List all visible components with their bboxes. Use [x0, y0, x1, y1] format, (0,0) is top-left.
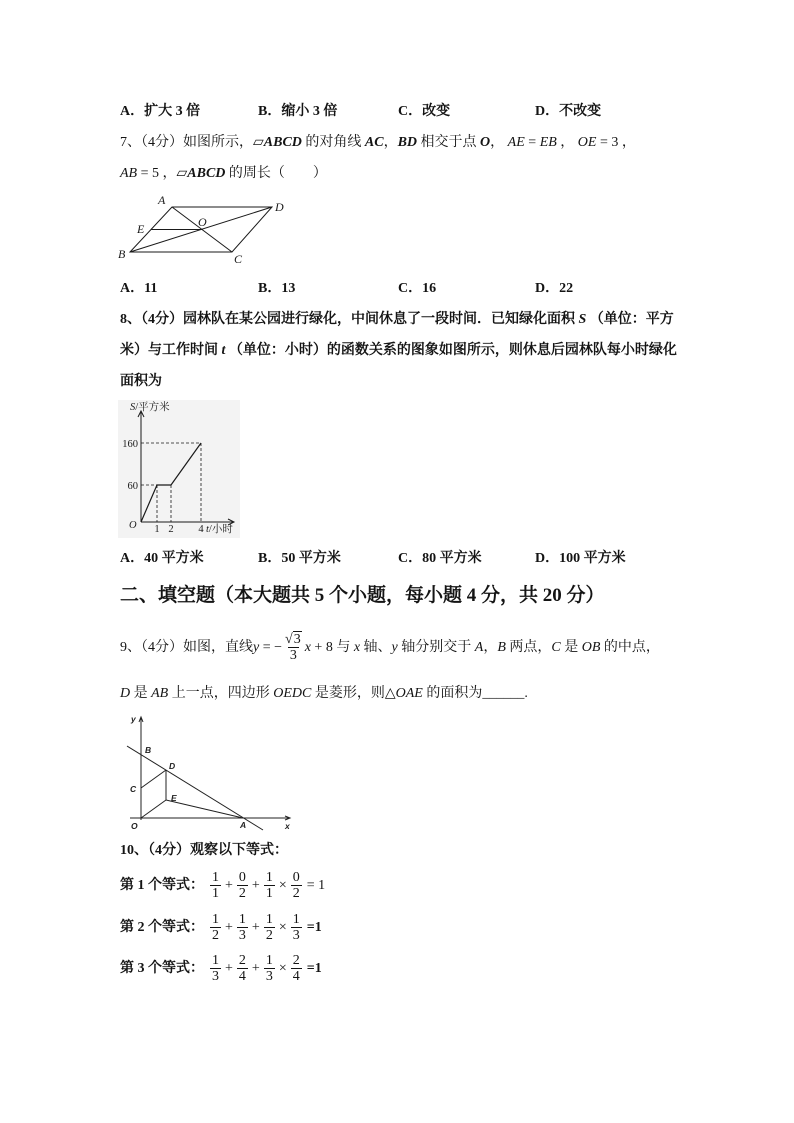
fraction-sqrt3-over-3	[284, 632, 303, 663]
denominator: 4	[238, 969, 246, 985]
denominator: 3	[238, 928, 246, 944]
numerator: 1	[238, 912, 246, 928]
q10-title: 10、（4分）观察以下等式：	[120, 843, 288, 858]
fraction-numerator	[284, 632, 303, 647]
q9-text: 轴分别交于	[397, 640, 475, 655]
q7-option-c[interactable]: C．16	[398, 281, 437, 296]
y-axis-unit: /平方米	[135, 402, 170, 413]
math-s: S	[578, 312, 587, 327]
segment-eo	[141, 800, 166, 818]
q8-text: 8、（4分）园林队在某公园进行绿化，中间休息了一段时间．已知绿化面积	[120, 312, 579, 327]
label-d: D	[275, 200, 284, 214]
equation-1	[120, 868, 325, 904]
q8-graph-figure	[116, 398, 246, 540]
operator: +	[225, 878, 233, 893]
x-tick-2: 2	[168, 524, 174, 535]
q8-text: （单位：平方	[586, 312, 674, 327]
math-eb: EB	[539, 135, 557, 150]
math-y: y	[391, 640, 398, 655]
q7-text: ，	[490, 135, 508, 150]
operator: +	[225, 920, 233, 935]
q9-text: 上一点，四边形	[168, 686, 274, 701]
q9-text: 两点，	[505, 640, 552, 655]
q7-text: 的周长（ ）	[225, 166, 327, 181]
equation-3	[120, 951, 322, 987]
q7-line-2	[120, 164, 327, 184]
q7-option-b[interactable]: B．13	[258, 281, 296, 296]
q6-option-d[interactable]: D．不改变	[535, 104, 602, 119]
math-equals: = −	[259, 640, 283, 655]
numerator: 1	[212, 953, 219, 969]
numerator: 1	[265, 870, 273, 886]
q7-line-1	[120, 133, 636, 153]
math-abcd: ABCD	[263, 135, 302, 150]
q9-rhombus-figure	[118, 712, 296, 838]
math-b: B	[497, 640, 506, 655]
math-ab: AB	[151, 686, 169, 701]
q7-text: ，	[556, 135, 578, 150]
q7-option-d[interactable]: D．22	[535, 281, 574, 296]
denominator: 3	[292, 928, 300, 944]
math-t: t	[221, 343, 226, 358]
equation-label: 第 2 个等式：	[120, 920, 204, 935]
q7-text: = 5 ，	[137, 166, 177, 181]
label-b: B	[145, 745, 152, 755]
label-y: y	[131, 714, 136, 724]
radicand: 3	[293, 632, 301, 648]
q7-text: 的对角线	[301, 135, 365, 150]
math-c: C	[551, 640, 561, 655]
fraction	[291, 953, 302, 984]
fraction	[210, 912, 221, 943]
equation-label: 第 1 个等式：	[120, 878, 204, 893]
y-tick-60: 60	[127, 481, 138, 492]
fraction-denominator: 3	[289, 648, 297, 664]
label-c: C	[234, 252, 243, 266]
q7-text: ，	[383, 135, 398, 150]
parallelogram-symbol: ▱	[176, 166, 188, 181]
denominator: 3	[265, 969, 273, 985]
q8-line-3: 面积为	[120, 374, 162, 389]
q9-line-1	[120, 630, 660, 666]
label-o: O	[198, 215, 207, 229]
x-tick-1: 1	[154, 524, 160, 535]
operator: +	[225, 961, 233, 976]
label-c: C	[130, 784, 137, 794]
q8-line-1	[120, 310, 674, 330]
y-axis-label	[130, 400, 170, 413]
fraction	[237, 912, 248, 943]
fraction	[210, 953, 221, 984]
segment-cd	[141, 770, 166, 788]
fraction	[291, 912, 302, 943]
q6-option-a[interactable]: A．扩大 3 倍	[120, 104, 201, 119]
math-y: y	[253, 640, 260, 655]
q7-text: = 3 ，	[596, 135, 636, 150]
math-oe: OE	[577, 135, 597, 150]
denominator: 2	[238, 886, 246, 902]
answer-blank[interactable]: 的面积为______.	[422, 686, 528, 701]
math-oae: OAE	[395, 686, 423, 701]
numerator: 1	[212, 912, 219, 928]
operator: ×	[278, 920, 287, 935]
equation-label: 第 3 个等式：	[120, 961, 204, 976]
math-oedc: OEDC	[273, 686, 312, 701]
q6-option-b[interactable]: B．缩小 3 倍	[258, 104, 338, 119]
operator: ×	[278, 878, 287, 893]
label-o: O	[131, 821, 138, 831]
q9-text: ，	[483, 640, 498, 655]
equation-rhs: =1	[306, 961, 322, 976]
math-bd: BD	[397, 135, 418, 150]
numerator: 2	[238, 953, 246, 969]
q8-text: （单位：小时）的函数关系的图象如图所示，则休息后园林队每小时绿化	[225, 343, 677, 358]
label-e: E	[171, 793, 177, 803]
q9-text: 是	[560, 640, 582, 655]
parallelogram-symbol: ▱	[253, 135, 264, 150]
denominator: 1	[212, 886, 219, 902]
math-abcd: ABCD	[187, 166, 226, 181]
label-d: D	[169, 761, 176, 771]
math-x: x	[353, 640, 361, 655]
denominator: 2	[292, 886, 300, 902]
fraction	[210, 870, 221, 901]
q8-line-2	[120, 341, 677, 361]
label-a: A	[240, 820, 247, 830]
math-ab: AB	[120, 166, 138, 181]
equation-2	[120, 910, 322, 946]
denominator: 2	[212, 928, 219, 944]
numerator: 1	[265, 953, 273, 969]
numerator: 1	[292, 912, 300, 928]
math-d: D	[120, 686, 131, 701]
numerator: 0	[238, 870, 246, 886]
numerator: 0	[292, 870, 300, 886]
q8-option-d[interactable]: D．100 平方米	[535, 551, 626, 566]
segment-ea	[166, 800, 243, 818]
x-axis-unit: /小时	[208, 524, 233, 535]
y-axis-var: S	[130, 402, 136, 413]
math-ac: AC	[364, 135, 384, 150]
math-ae: AE	[507, 135, 525, 150]
label-a: A	[158, 193, 166, 207]
q7-text: =	[524, 135, 540, 150]
operator: +	[251, 961, 260, 976]
operator: +	[251, 920, 260, 935]
fraction	[264, 870, 275, 901]
q8-option-a[interactable]: A．40 平方米	[120, 551, 204, 566]
equation-rhs: =1	[306, 920, 322, 935]
label-b: B	[118, 247, 126, 261]
q9-text: 的中点，	[600, 640, 660, 655]
q9-text: 与	[336, 640, 354, 655]
q8-options	[0, 549, 794, 569]
fraction	[237, 870, 248, 901]
q7-parallelogram-figure	[115, 192, 300, 270]
label-e: E	[137, 222, 145, 236]
denominator: 4	[292, 969, 300, 985]
math-plus-8: + 8	[310, 640, 337, 655]
x-axis-var: t	[206, 524, 209, 535]
q8-option-b[interactable]: B．50 平方米	[258, 551, 341, 566]
numerator: 1	[265, 912, 273, 928]
q7-text: 7、（4分）如图所示，	[120, 135, 253, 150]
numerator: 1	[212, 870, 219, 886]
denominator: 1	[265, 886, 273, 902]
section-2-title: 二、填空题（本大题共 5 个小题，每小题 4 分，共 20 分）	[120, 585, 605, 606]
graph-background	[118, 400, 240, 538]
fraction	[237, 953, 248, 984]
math-ob: OB	[581, 640, 601, 655]
math-o: O	[480, 135, 491, 150]
math-x: x	[304, 640, 311, 655]
q9-line-2	[120, 684, 528, 704]
q7-option-a[interactable]: A．11	[120, 281, 158, 296]
denominator: 3	[212, 969, 219, 985]
x-axis-label	[206, 522, 233, 535]
q9-text: 轴、	[360, 640, 392, 655]
q7-options	[0, 279, 794, 299]
x-tick-4: 4	[198, 524, 204, 535]
fraction	[291, 870, 302, 901]
q8-option-c[interactable]: C．80 平方米	[398, 551, 482, 566]
math-a: A	[474, 640, 484, 655]
sqrt-symbol: √	[285, 632, 293, 648]
origin-label: O	[129, 520, 137, 531]
q7-text: 相交于点	[417, 135, 481, 150]
y-tick-160: 160	[122, 439, 138, 450]
q9-text: 是菱形，则△	[311, 686, 396, 701]
operator: ×	[278, 961, 287, 976]
q6-options	[0, 102, 794, 122]
q9-text: 是	[130, 686, 152, 701]
numerator: 2	[292, 953, 300, 969]
operator: +	[251, 878, 260, 893]
label-x: x	[285, 821, 290, 831]
denominator: 2	[265, 928, 273, 944]
fraction	[264, 953, 275, 984]
q6-option-c[interactable]: C．改变	[398, 104, 451, 119]
equation-rhs: = 1	[306, 878, 326, 893]
q9-text: 9、（4分）如图，直线	[120, 640, 253, 655]
fraction	[264, 912, 275, 943]
q8-text: 米）与工作时间	[120, 343, 222, 358]
